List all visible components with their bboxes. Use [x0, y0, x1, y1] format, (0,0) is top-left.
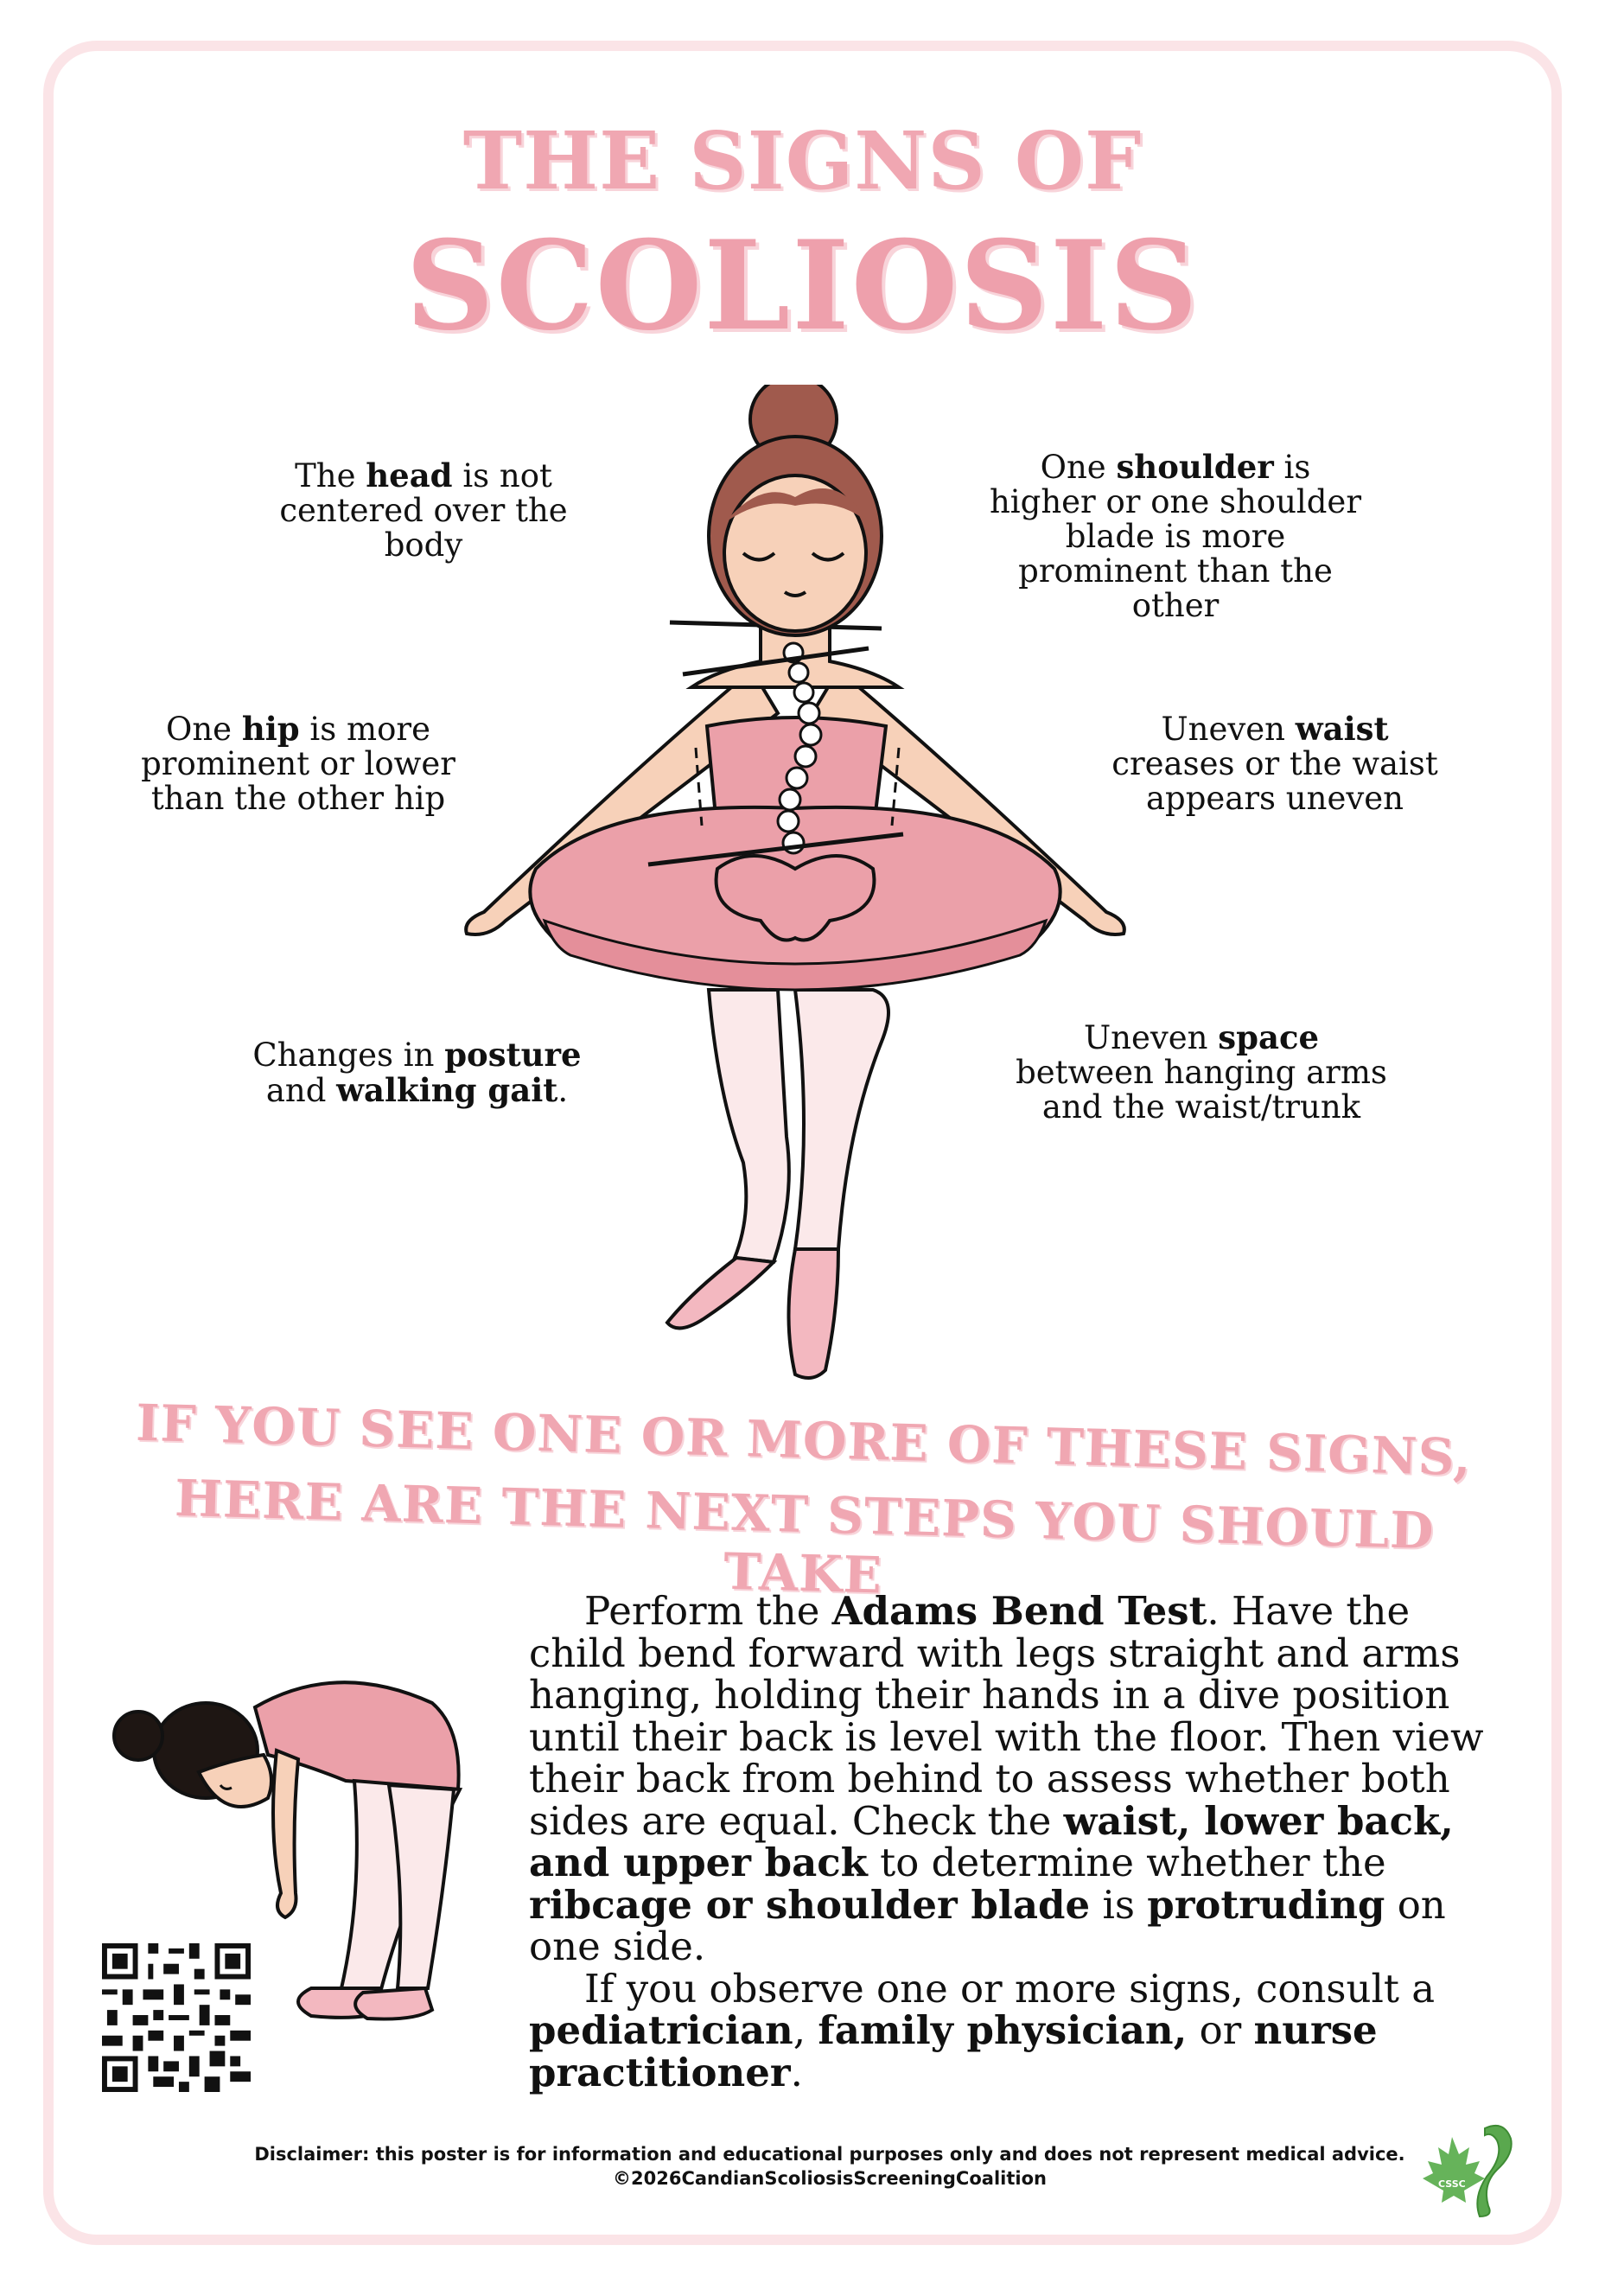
page-title: SCOLIOSIS: [405, 214, 1200, 358]
sign-head: The head is not centered over the body: [279, 456, 568, 564]
instructions-paragraph-1: Perform the Adams Bend Test. Have the child bend forward with legs straight and arms hanging, holding their hands in a dive position until their back is level with the floor. Then view their back from behind to assess whether both sides are equal. Check the waist, lower back, and upper back to determine whether the ribcage or shoulder blade is protruding on one side.: [529, 1588, 1484, 1969]
instructions-paragraph-2: If you observe one or more signs, consult a pediatrician, family physician, or nurse practitioner.: [529, 1965, 1436, 2095]
title-line-1: THE SIGNS OF: [462, 114, 1143, 207]
cssc-logo: [1417, 2120, 1530, 2222]
qr-code-icon[interactable]: [102, 1943, 251, 2092]
next-steps-heading-line-1: IF YOU SEE ONE OR MORE OF THESE SIGNS,: [135, 1393, 1473, 1488]
sign-posture: Changes in posture and walking gait.: [252, 1036, 582, 1109]
sign-waist: Uneven waist creases or the waist appears uneven: [1111, 710, 1438, 817]
logo-text: CSSC: [1438, 2178, 1466, 2190]
next-steps-heading-line-2: HERE ARE THE NEXT STEPS YOU SHOULD TAKE: [174, 1468, 1436, 1605]
sign-hip: One hip is more prominent or lower than the other hip: [141, 710, 455, 817]
sign-space: Uneven space between hanging arms and the waist/trunk: [1016, 1018, 1387, 1126]
disclaimer-text: Disclaimer: this poster is for information and educational purposes only and does not represent medical advice.: [254, 2144, 1405, 2165]
ribbon-icon: [1477, 2126, 1511, 2216]
instructions-text: [529, 1588, 1506, 2095]
sign-shoulder: One shoulder is higher or one shoulder blade is more prominent than the other: [989, 448, 1362, 624]
disclaimer: [251, 2142, 1409, 2191]
copyright-text: ©2026CandianScoliosisScreeningCoalition: [613, 2168, 1047, 2189]
maple-leaf-icon: [1423, 2137, 1485, 2203]
